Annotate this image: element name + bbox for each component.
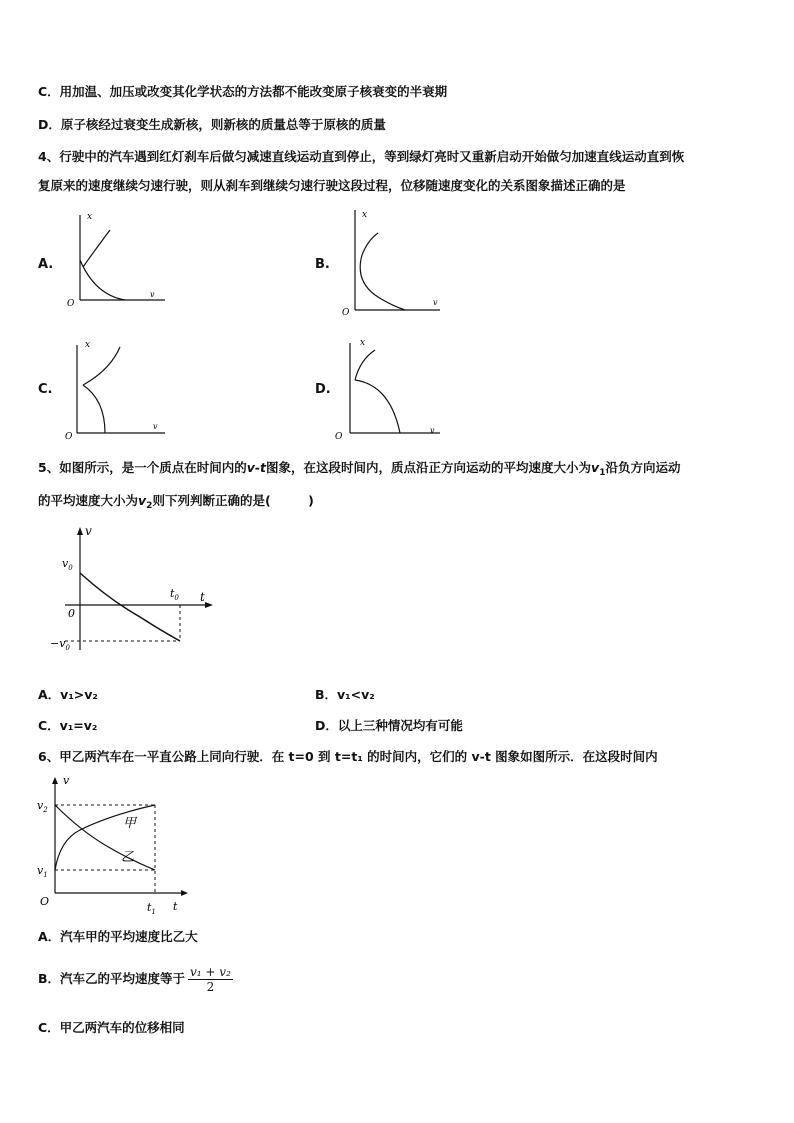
- origin-label: O: [342, 308, 350, 318]
- v0-label-v: v: [62, 557, 69, 570]
- q4-label-c: C.: [38, 382, 53, 397]
- v-axis-arrow: [77, 527, 83, 535]
- zero-label: 0: [68, 607, 75, 620]
- q6-option-c: C．甲乙两汽车的位移相同: [38, 1020, 185, 1035]
- t-axis-arrow: [181, 890, 188, 896]
- origin-label: O: [335, 432, 343, 442]
- fraction-denominator: 2: [206, 980, 215, 994]
- v-axis-arrow: [52, 777, 58, 784]
- q4-label-d: D.: [315, 382, 331, 397]
- q6-option-b-text: B．汽车乙的平均速度等于: [38, 971, 186, 986]
- q5-v1-sub: 1: [599, 468, 606, 478]
- t0-label: [170, 587, 179, 602]
- neg-v0-label-v: −v: [50, 637, 66, 650]
- q4-stem-line2: 复原来的速度继续匀速行驶，则从刹车到继续匀速行驶这段过程，位移随速度变化的关系图象描述正确的是: [38, 178, 626, 193]
- v1-label: [37, 864, 48, 879]
- q4-stem-line1: 4、行驶中的汽车遇到红灯刹车后做匀减速直线运动直到停止，等到绿灯亮时又重新启动开始做匀加速直线运动直到恢: [38, 149, 685, 164]
- q5-stem-line1: [38, 458, 680, 478]
- accel-curve: [83, 230, 110, 267]
- jia-label: 甲: [123, 816, 137, 831]
- q5-text-a: 5、如图所示，是一个质点在时间内的: [38, 460, 247, 475]
- q5-text-e: 则下列判断正确的是( ): [152, 493, 314, 508]
- t1-label-sub: 1: [151, 908, 156, 916]
- origin-label: O: [65, 432, 73, 442]
- q3-option-d: D．原子核经过衰变生成新核，则新核的质量总等于原核的质量: [38, 117, 386, 132]
- axis-v-label: v: [433, 298, 438, 307]
- q5-v1: v: [591, 460, 600, 475]
- t-axis-label: t: [173, 900, 178, 913]
- v1-label-sub: 1: [43, 871, 48, 879]
- q5-option-c: C．v₁=v₂: [38, 718, 98, 733]
- neg-v0-label: [50, 637, 70, 652]
- v0-label: [62, 557, 73, 572]
- q3-option-c: C．用加温、加压或改变其化学状态的方法都不能改变原子核衰变的半衰期: [38, 84, 448, 99]
- decel-curve: [83, 385, 105, 433]
- accel-curve: [362, 233, 378, 255]
- yi-label: 乙: [121, 850, 135, 865]
- q5-option-a: A．v₁>v₂: [38, 687, 98, 702]
- q5-v2: v: [138, 493, 147, 508]
- q4-label-b: B.: [315, 257, 330, 272]
- accel-curve: [355, 350, 375, 380]
- t1-label-t: t: [147, 901, 152, 914]
- axis-x-label: x: [87, 212, 93, 222]
- q5-option-d: D．以上三种情况均有可能: [315, 718, 463, 733]
- v-axis-label: v: [63, 774, 70, 787]
- accel-curve: [83, 347, 120, 385]
- v-axis-label: v: [85, 524, 92, 538]
- axis-v-label: v: [430, 426, 435, 435]
- q4-graph-c: [65, 335, 175, 440]
- t-axis-label: t: [200, 590, 205, 604]
- q4-graph-d: [335, 335, 450, 442]
- q4-graph-a: [65, 205, 175, 310]
- v2-label: [37, 799, 48, 814]
- q5-graph: [50, 525, 220, 660]
- t0-label-sub: 0: [174, 594, 179, 602]
- neg-v0-label-sub: 0: [65, 644, 70, 652]
- decel-curve: [355, 380, 400, 433]
- axis-v-label: v: [150, 290, 155, 299]
- fraction-numerator: v₁ + v₂: [190, 965, 231, 979]
- q6-option-b: [38, 965, 233, 994]
- decel-curve: [80, 260, 125, 300]
- axis-x-label: x: [360, 338, 366, 348]
- v2-label-sub: 2: [43, 806, 48, 814]
- jia-curve: [55, 805, 155, 870]
- axis-x-label: x: [85, 340, 91, 350]
- t0-label-t: t: [170, 587, 175, 600]
- axis-v-label: v: [153, 422, 158, 431]
- q5-option-b: B．v₁<v₂: [315, 687, 375, 702]
- q4-graph-b: [340, 205, 450, 318]
- axis-x-label: x: [362, 210, 368, 220]
- q5-v2-sub: 2: [146, 501, 153, 511]
- v1-label-v: v: [37, 864, 44, 877]
- q5-stem-line2: [38, 491, 314, 511]
- q6-graph: [35, 775, 195, 915]
- decel-curve: [360, 255, 405, 310]
- t1-label: [147, 901, 156, 916]
- q4-label-a: A.: [38, 257, 54, 272]
- q6-stem-line1: 6、甲乙两汽车在一平直公路上同向行驶．在 t=0 到 t=t₁ 的时间内，它们的 v-t 图象如图所示．在这段时间内: [38, 749, 658, 764]
- q5-text-d: 的平均速度大小为: [38, 493, 139, 508]
- q6-option-b-fraction: [188, 965, 233, 994]
- q5-vt: v-t: [246, 460, 267, 475]
- q6-option-a: A．汽车甲的平均速度比乙大: [38, 929, 198, 944]
- t-axis-arrow: [205, 602, 213, 608]
- origin-label: O: [67, 299, 75, 309]
- origin-label: O: [40, 895, 50, 908]
- q5-text-c: 沿负方向运动: [605, 460, 681, 475]
- v2-label-v: v: [37, 799, 44, 812]
- vt-curve: [80, 573, 180, 641]
- q5-text-b: 图象，在这段时间内，质点沿正方向运动的平均速度大小为: [266, 460, 592, 475]
- v0-label-sub: 0: [68, 564, 73, 572]
